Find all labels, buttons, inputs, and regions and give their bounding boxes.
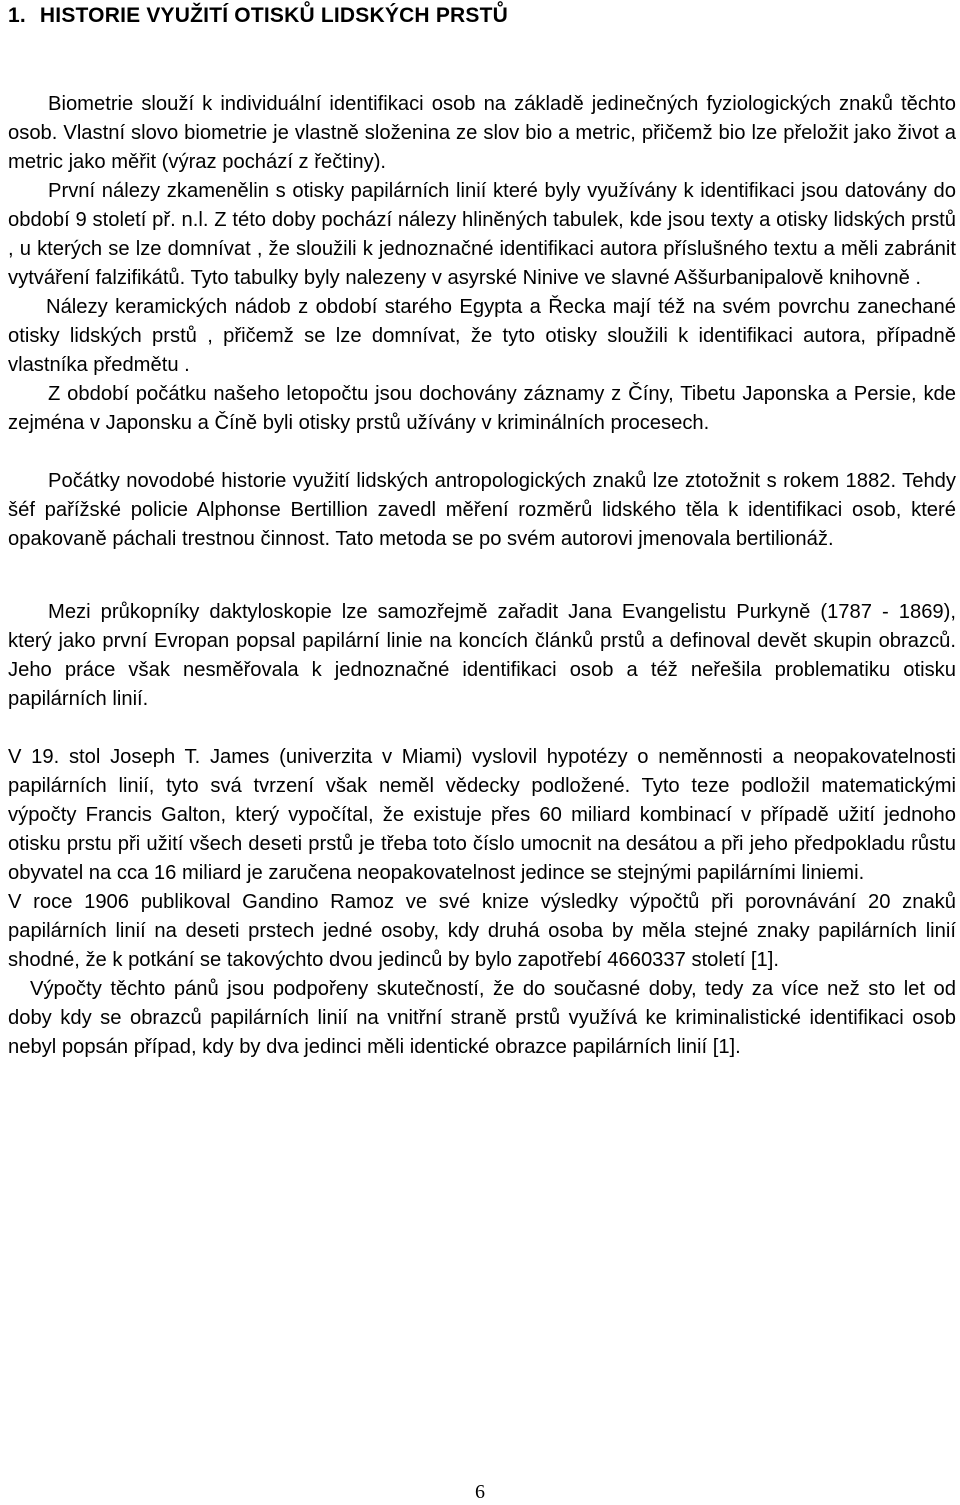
section-title: HISTORIE VYUŽITÍ OTISKŮ LIDSKÝCH PRSTŮ [39, 4, 509, 27]
section-heading [8, 4, 508, 28]
section-number: 1. [8, 4, 26, 27]
paragraph-biometrics-intro: Biometrie slouží k individuální identifikaci osob na základě jedinečných fyziologických znaků těchto osob. Vlastní slovo biometrie je vlastně složenina ze slov bio a metric, přičemž bio lze přeložit jako život a metric jako měřit (výraz pochází z řečtiny). [8, 93, 956, 173]
paragraph-bertillonage: Počátky novodobé historie využití lidských antropologických znaků lze ztotožnit s rokem 1882. Tehdy šéf pařížské policie Alphonse Bertillion zavedl měření rozměrů lidského těla k identifikaci osob, které opakovaně páchali trestnou činnost. Tato metoda se po svém autorovi jmenovala bertilionáž. [8, 470, 956, 550]
paragraph-galton: V 19. stol Joseph T. James (univerzita v Miami) vyslovil hypotézy o neměnnosti a neopakovatelnosti papilárních linií, tyto svá tvrzení však neměl vědecky podložené. Tyto teze podložil matematickými výpočty Francis Galton, který vypočítal, že existuje přes 60 miliard kombinací v případě užití jednoho otisku prstu při užití všech deseti prstů je třeba toto číslo umocnit na desátou a při jeho předpokladu růstu obyvatel na cca 16 miliard je zaručena neopakovatelnost jedince se stejnými papilárními liniemi. [8, 746, 956, 884]
paragraph-first-findings: První nálezy zkamenělin s otisky papilárních linií které byly využívány k identifikaci jsou datovány do období 9 století př. n.l. Z této doby pochází nálezy hliněných tabulek, kde jsou texty a otisky lidských prstů , u kterých se lze domnívat , že sloužili k jednoznačné identifikaci autora příslušného textu a měli zabránit vytváření falzifikátů. Tyto tabulky byly nalezeny v asyrské Ninive ve slavné Aššurbanipalově knihovně . [8, 180, 956, 289]
paragraph-early-records: Z období počátku našeho letopočtu jsou dochovány záznamy z Číny, Tibetu Japonska a Persie, kde zejména v Japonsku a Číně byli otisky prstů užívány v kriminálních procesech. [8, 383, 956, 434]
paragraph-purkyne: Mezi průkopníky daktyloskopie lze samozřejmě zařadit Jana Evangelistu Purkyně (1787 - 1869), který jako první Evropan popsal papilární linie na koncích článků prstů a definoval devět skupin obrazců. Jeho práce však nesměřovala k jednoznačné identifikaci osob a též neřešila problematiku otisku papilárních linií. [8, 601, 956, 710]
paragraph-conclusion: Výpočty těchto pánů jsou podpořeny skutečností, že do současné doby, tedy za více než sto let od doby kdy se obrazců papilárních linií na vnitřní straně prstů využívá ke kriminalistické identifikaci osob nebyl popsán případ, kdy by dva jedinci měli identické obrazce papilárních linií [1]. [8, 978, 956, 1058]
paragraph-ramoz: V roce 1906 publikoval Gandino Ramoz ve své knize výsledky výpočtů při porovnávání 20 znaků papilárních linií na deseti prstech jedné osoby, kdy druhá osoba by měla stejné znaky papilárních linií shodné, že k potkání se takovýchto dvou jedinců by bylo zapotřebí 4660337 století [1]. [8, 891, 956, 971]
paragraph-ceramic-findings: Nálezy keramických nádob z období starého Egypta a Řecka mají též na svém povrchu zanechané otisky lidských prstů , přičemž se lze domnívat, že tyto otisky sloužili k identifikaci autora, případně vlastníka předmětu . [8, 296, 956, 376]
document-page [4, 0, 956, 1505]
page-number: 6 [475, 1481, 485, 1503]
body-text [8, 90, 956, 1062]
